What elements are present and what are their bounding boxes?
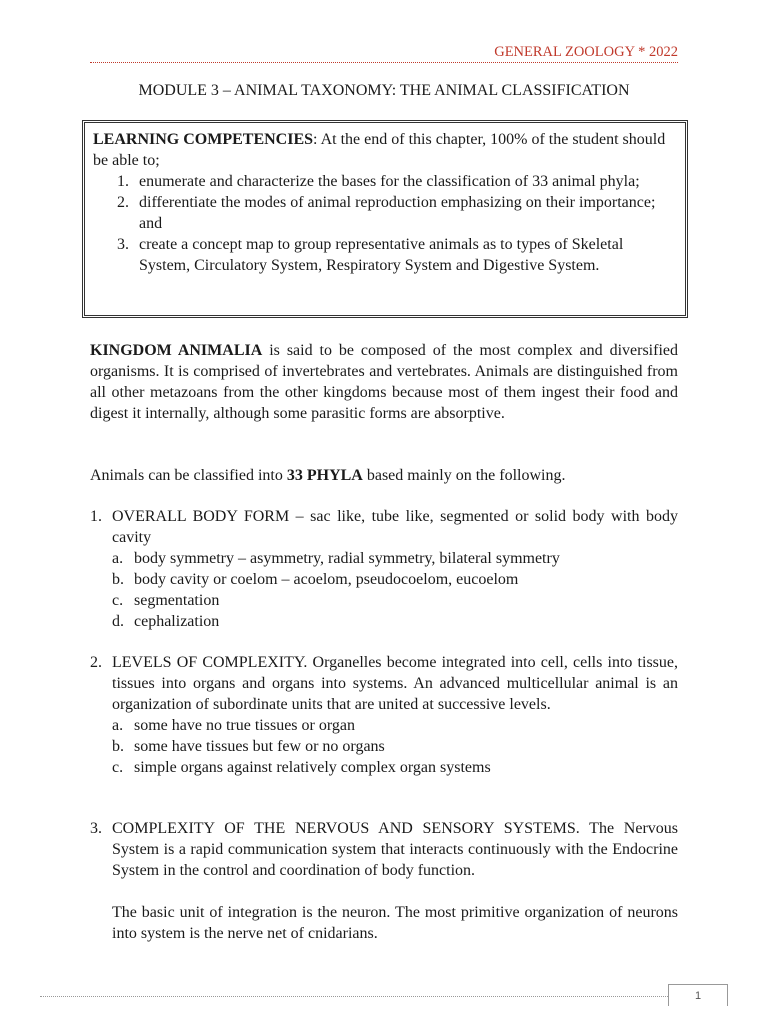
list-item (112, 757, 678, 778)
footer-rule (40, 996, 668, 997)
competencies-intro (93, 129, 677, 171)
list-letter: a. (112, 550, 124, 567)
phyla-text-after: based mainly on the following. (362, 467, 566, 484)
phyla-paragraph (90, 465, 678, 486)
competency-item (117, 192, 677, 234)
list-letter: c. (112, 759, 124, 776)
list-letter: b. (112, 571, 124, 588)
list-text: some have tissues but few or no organs (134, 738, 385, 755)
section-sublist (112, 715, 678, 778)
list-item (112, 611, 678, 632)
list-item (112, 548, 678, 569)
list-text: segmentation (134, 592, 220, 609)
kingdom-animalia-text: is said to be composed of the most complex and diversified organisms. It is comprised of invertebrates and vertebrates. Animals are distinguished from all other metazoans from the other kingdoms because most of them ingest their food and digest it internally, although some parasitic forms are absorptive. (90, 342, 678, 422)
section-levels-of-complexity (90, 652, 678, 778)
list-item (112, 569, 678, 590)
section-text: LEVELS OF COMPLEXITY. Organelles become integrated into cell, cells into tissue, tissues into organs and organs into systems. An advanced multicellular animal is an organization of subordinate units that are united at successive levels. (112, 654, 678, 713)
competency-item (117, 171, 677, 192)
competencies-list (117, 171, 677, 276)
list-item (112, 715, 678, 736)
section-extra-paragraph: The basic unit of integration is the neuron. The most primitive organization of neurons into system is the nerve net of cnidarians. (112, 904, 678, 942)
competency-number: 3. (117, 236, 129, 253)
list-letter: d. (112, 613, 124, 630)
section-number: 1. (90, 508, 102, 525)
competency-text: enumerate and characterize the bases for the classification of 33 animal phyla; (139, 173, 640, 190)
module-title: MODULE 3 – ANIMAL TAXONOMY: THE ANIMAL CLASSIFICATION (138, 82, 630, 99)
list-item (112, 590, 678, 611)
list-letter: c. (112, 592, 124, 609)
phyla-text-before: Animals can be classified into (90, 467, 287, 484)
learning-competencies-box (82, 120, 688, 318)
competencies-intro-text: : At the end of this chapter, 100% of the student should be able to; (93, 131, 666, 169)
phyla-count: 33 PHYLA (286, 467, 363, 484)
kingdom-animalia-term: KINGDOM ANIMALIA (90, 342, 263, 359)
section-nervous-system (90, 818, 678, 944)
list-text: cephalization (134, 613, 220, 630)
section-number: 3. (90, 820, 102, 837)
header-rule (90, 62, 678, 63)
section-text: COMPLEXITY OF THE NERVOUS AND SENSORY SYSTEMS. The Nervous System is a rapid communication system that interacts continuously with the Endocrine System in the control and coordination of body function. (112, 820, 678, 879)
list-item (112, 736, 678, 757)
list-text: simple organs against relatively complex organ systems (134, 759, 491, 776)
list-letter: b. (112, 738, 124, 755)
competencies-label: LEARNING COMPETENCIES (93, 131, 314, 148)
competency-number: 2. (117, 194, 129, 211)
section-number: 2. (90, 654, 102, 671)
section-sublist (112, 548, 678, 632)
kingdom-animalia-paragraph (90, 340, 678, 424)
competency-number: 1. (117, 173, 129, 190)
list-text: some have no true tissues or organ (134, 717, 355, 734)
competency-text: create a concept map to group representative animals as to types of Skeletal System, Circulatory System, Respiratory System and Digestive System. (139, 236, 624, 274)
list-text: body cavity or coelom – acoelom, pseudocoelom, eucoelom (134, 571, 519, 588)
competency-text: differentiate the modes of animal reproduction emphasizing on their importance; and (139, 194, 656, 232)
section-text: OVERALL BODY FORM – sac like, tube like, segmented or solid body with body cavity (112, 508, 678, 546)
section-overall-body-form (90, 506, 678, 632)
list-letter: a. (112, 717, 124, 734)
running-header: GENERAL ZOOLOGY * 2022 (494, 44, 678, 60)
list-text: body symmetry – asymmetry, radial symmetry, bilateral symmetry (134, 550, 560, 567)
competency-item (117, 234, 677, 276)
page-number: 1 (668, 984, 728, 1006)
